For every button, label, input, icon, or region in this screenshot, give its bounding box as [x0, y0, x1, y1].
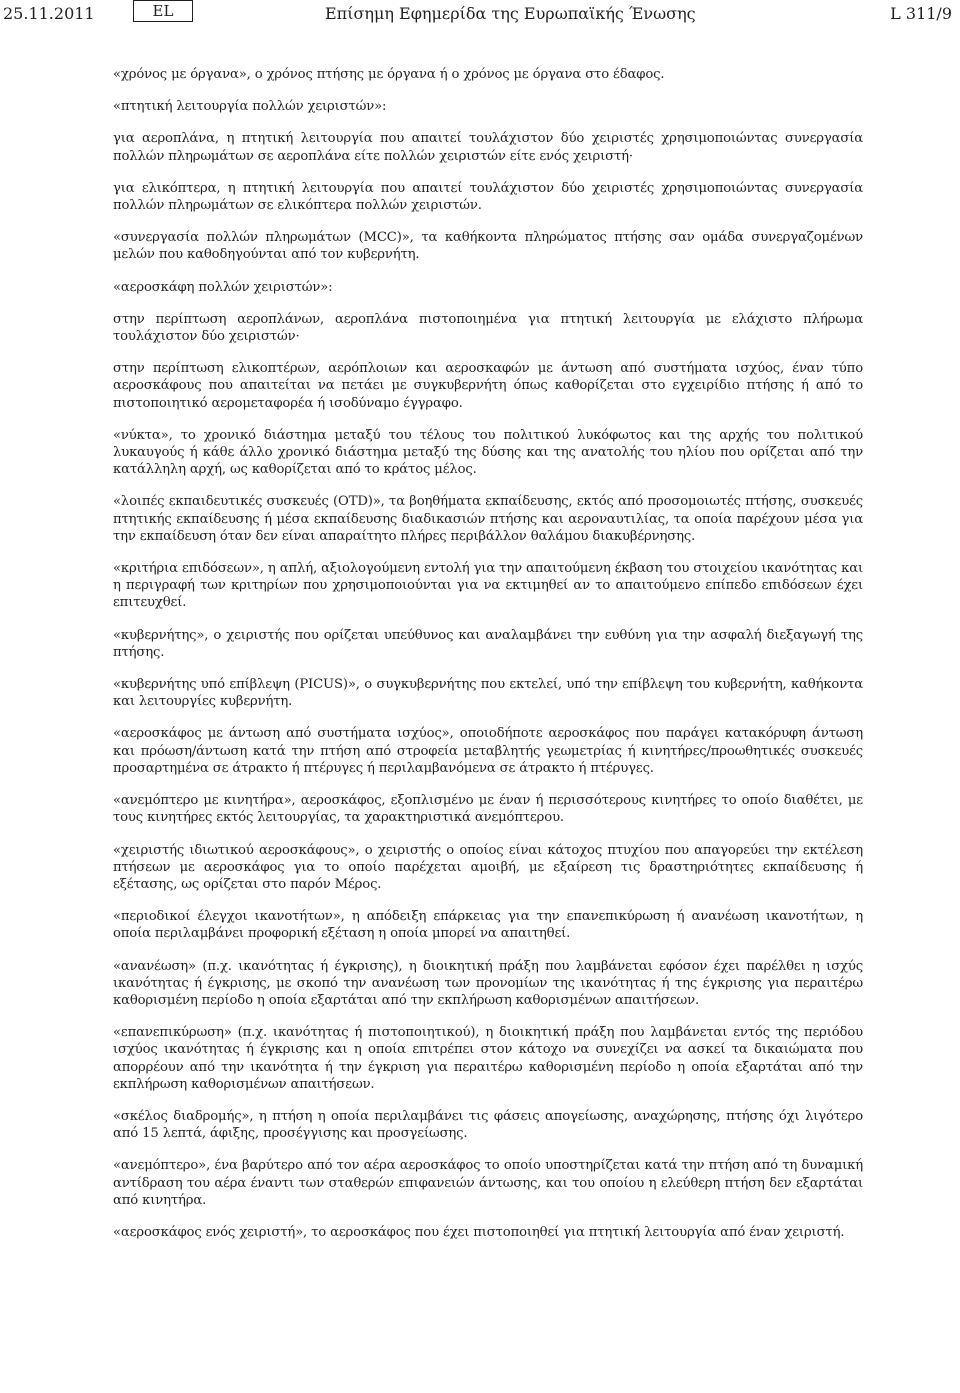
paragraph: «χρόνος με όργανα», ο χρόνος πτήσης με όργανα ή ο χρόνος με όργανα στο έδαφος. — [113, 67, 665, 82]
paragraph: για αεροπλάνα, η πτητική λειτουργία που απαιτεί τουλάχιστον δύο χειριστές χρησιμοποιώντας συνεργασία πολλών πληρωμάτων σε αεροπλάνα είτε πολλών χειριστών είτε ενός χειριστή· — [113, 131, 863, 164]
paragraph: «κριτήρια επιδόσεων», η απλή, αξιολογούμενη εντολή για την απαιτούμενη έκβαση του στοιχείου ικανότητας και η περιγραφή των κριτηρίων που χρησιμοποιούνται για να εκτιμηθεί αν το απαιτούμενο επίπεδο επιδόσεων έχει επιτευχθεί. — [113, 561, 863, 611]
paragraph: «πτητική λειτουργία πολλών χειριστών»: — [113, 99, 387, 115]
paragraph: «σκέλος διαδρομής», η πτήση η οποία περιλαμβάνει τις φάσεις απογείωσης, αναχώρησης, πτήσης όχι λιγότερο από 15 λεπτά, άφιξης, προσέγγισης και προσγείωσης. — [113, 1108, 863, 1142]
paragraph: για ελικόπτερα, η πτητική λειτουργία που απαιτεί τουλάχιστον δύο χειριστές χρησιμοποιώντας συνεργασία πολλών πληρωμάτων σε ελικόπτερα πολλών χειριστών. — [113, 180, 863, 214]
paragraph: «λοιπές εκπαιδευτικές συσκευές (OTD)», τα βοηθήματα εκπαίδευσης, εκτός από προσομοιωτές πτήσης, συσκευές πτητικής εκπαίδευσης ή μέσα εκπαίδευσης διαδικασιών πτήσης και αεροναυτιλίας, τα οποία παρέχουν μέσα για την εκπαίδευση όταν δεν είναι απαραίτητο πλήρες περιβάλλον θαλάμου διακυβέρνησης. — [113, 494, 863, 544]
paragraph: «αεροσκάφος με άντωση από συστήματα ισχύος», οποιοδήποτε αεροσκάφος που παράγει κατακόρυφη άντωση και πρόωση/άντωση κατά την πτήση από στροφεία μεταβλητής γεωμετρίας ή κινητήρες/προωθητικές συσκευές προσαρτημένα σε άτρακτο ή πτέρυγες ή περιλαμβανόμενα σε άτρακτο ή πτέρυγες. — [113, 726, 863, 776]
paragraph: «ανεμόπτερο με κινητήρα», αεροσκάφος, εξοπλισμένο με έναν ή περισσότερους κινητήρες το οποίο διαθέτει, με τους κινητήρες εκτός λειτουργίας, τα χαρακτηριστικά ανεμόπτερου. — [113, 793, 863, 826]
page-reference: L 311/9 — [890, 4, 952, 23]
paragraph: στην περίπτωση αεροπλάνων, αεροπλάνα πιστοποιημένα για πτητική λειτουργία με ελάχιστο πλήρωμα τουλάχιστον δύο χειριστών· — [113, 311, 863, 345]
paragraph: «κυβερνήτης», ο χειριστής που ορίζεται υπεύθυνος και αναλαμβάνει την ευθύνη για την ασφαλή διεξαγωγή της πτήσης. — [113, 627, 863, 660]
paragraph: «νύκτα», το χρονικό διάστημα μεταξύ του τέλους του πολιτικού λυκόφωτος και της αρχής του πολιτικού λυκαυγούς ή κάθε άλλο χρονικό διάστημα μεταξύ της δύσης και της ανατολής του ηλίου που ορίζεται από την κατάλληλη αρχή, ως καθορίζεται από το κράτος μέλος. — [113, 427, 863, 478]
paragraph: «χειριστής ιδιωτικού αεροσκάφους», ο χειριστής ο οποίος είναι κάτοχος πτυχίου που απαγορεύει την εκτέλεση πτήσεων με αεροσκάφος για το οποίο παρέχεται αμοιβή, με εξαίρεση τις δραστηριότητες εκπαίδευσης ή εξέτασης, ως ορίζεται στο παρόν Μέρος. — [113, 842, 863, 892]
language-badge: EL — [133, 0, 193, 22]
paragraph: «ανεμόπτερο», ένα βαρύτερο από τον αέρα αεροσκάφος το οποίο υποστηρίζεται κατά την πτήση από τη δυναμική αντίδραση του αέρα έναντι των σταθερών επιφανειών άντωσης, και του οποίου η ελεύθερη πτήση δεν εξαρτάται από κινητήρα. — [113, 1158, 863, 1208]
paragraph: «επανεπικύρωση» (π.χ. ικανότητας ή πιστοποιητικού), η διοικητική πράξη που λαμβάνεται εντός της περιόδου ισχύος ικανότητας ή έγκρισης και η οποία επιτρέπει στον κάτοχο να συνεχίζει να ασκεί τα δικαιώματα που απορρέουν από την ικανότητα ή την έγκριση για περαιτέρω καθορισμένη περίοδο η οποία εξαρτάται από την εκπλήρωση καθορισμένων απαιτήσεων. — [113, 1025, 863, 1092]
paragraph: «αεροσκάφη πολλών χειριστών»: — [113, 279, 333, 295]
paragraph: στην περίπτωση ελικοπτέρων, αερόπλοιων και αεροσκαφών με άντωση από συστήματα ισχύος, έναν τύπο αεροσκάφους που απαιτείται να πετάει με συγκυβερνήτη όπως καθορίζεται στο εγχειρίδιο πτήσης ή από το πιστοποιητικό αερομεταφορέα ή ισοδύναμο έγγραφο. — [113, 361, 863, 411]
paragraph: «περιοδικοί έλεγχοι ικανοτήτων», η απόδειξη επάρκειας για την επανεπικύρωση ή ανανέωση ικανοτήτων, η οποία περιλαμβάνει προφορική εξέταση η οποία μπορεί να απαιτηθεί. — [113, 909, 863, 942]
paragraph: «κυβερνήτης υπό επίβλεψη (PICUS)», ο συγκυβερνήτης που εκτελεί, υπό την επίβλεψη του κυβερνήτη, καθήκοντα και λειτουργίες κυβερνήτη. — [113, 677, 863, 710]
publication-date: 25.11.2011 — [3, 4, 95, 23]
paragraph: «συνεργασία πολλών πληρωμάτων (MCC)», τα καθήκοντα πληρώματος πτήσης σαν ομάδα συνεργαζομένων μελών που καθοδηγούνται από τον κυβερνήτη. — [113, 230, 863, 263]
page-header — [0, 0, 960, 30]
paragraph: «αεροσκάφος ενός χειριστή», το αεροσκάφος που έχει πιστοποιηθεί για πτητική λειτουργία από έναν χειριστή. — [113, 1224, 845, 1240]
document-body — [113, 66, 863, 1256]
paragraph: «ανανέωση» (π.χ. ικανότητας ή έγκρισης), η διοικητική πράξη που λαμβάνεται εφόσον έχει παρέλθει η ισχύς ικανότητας ή έγκρισης, με σκοπό την ανανέωση των προνομίων της ικανότητας ή της έγκρισης για περαιτέρω καθορισμένη περίοδο η οποία εξαρτάται από την εκπλήρωση καθορισμένων απαιτήσεων. — [113, 958, 863, 1008]
journal-title: Επίσημη Εφημερίδα της Ευρωπαϊκής Ένωσης — [325, 4, 696, 23]
